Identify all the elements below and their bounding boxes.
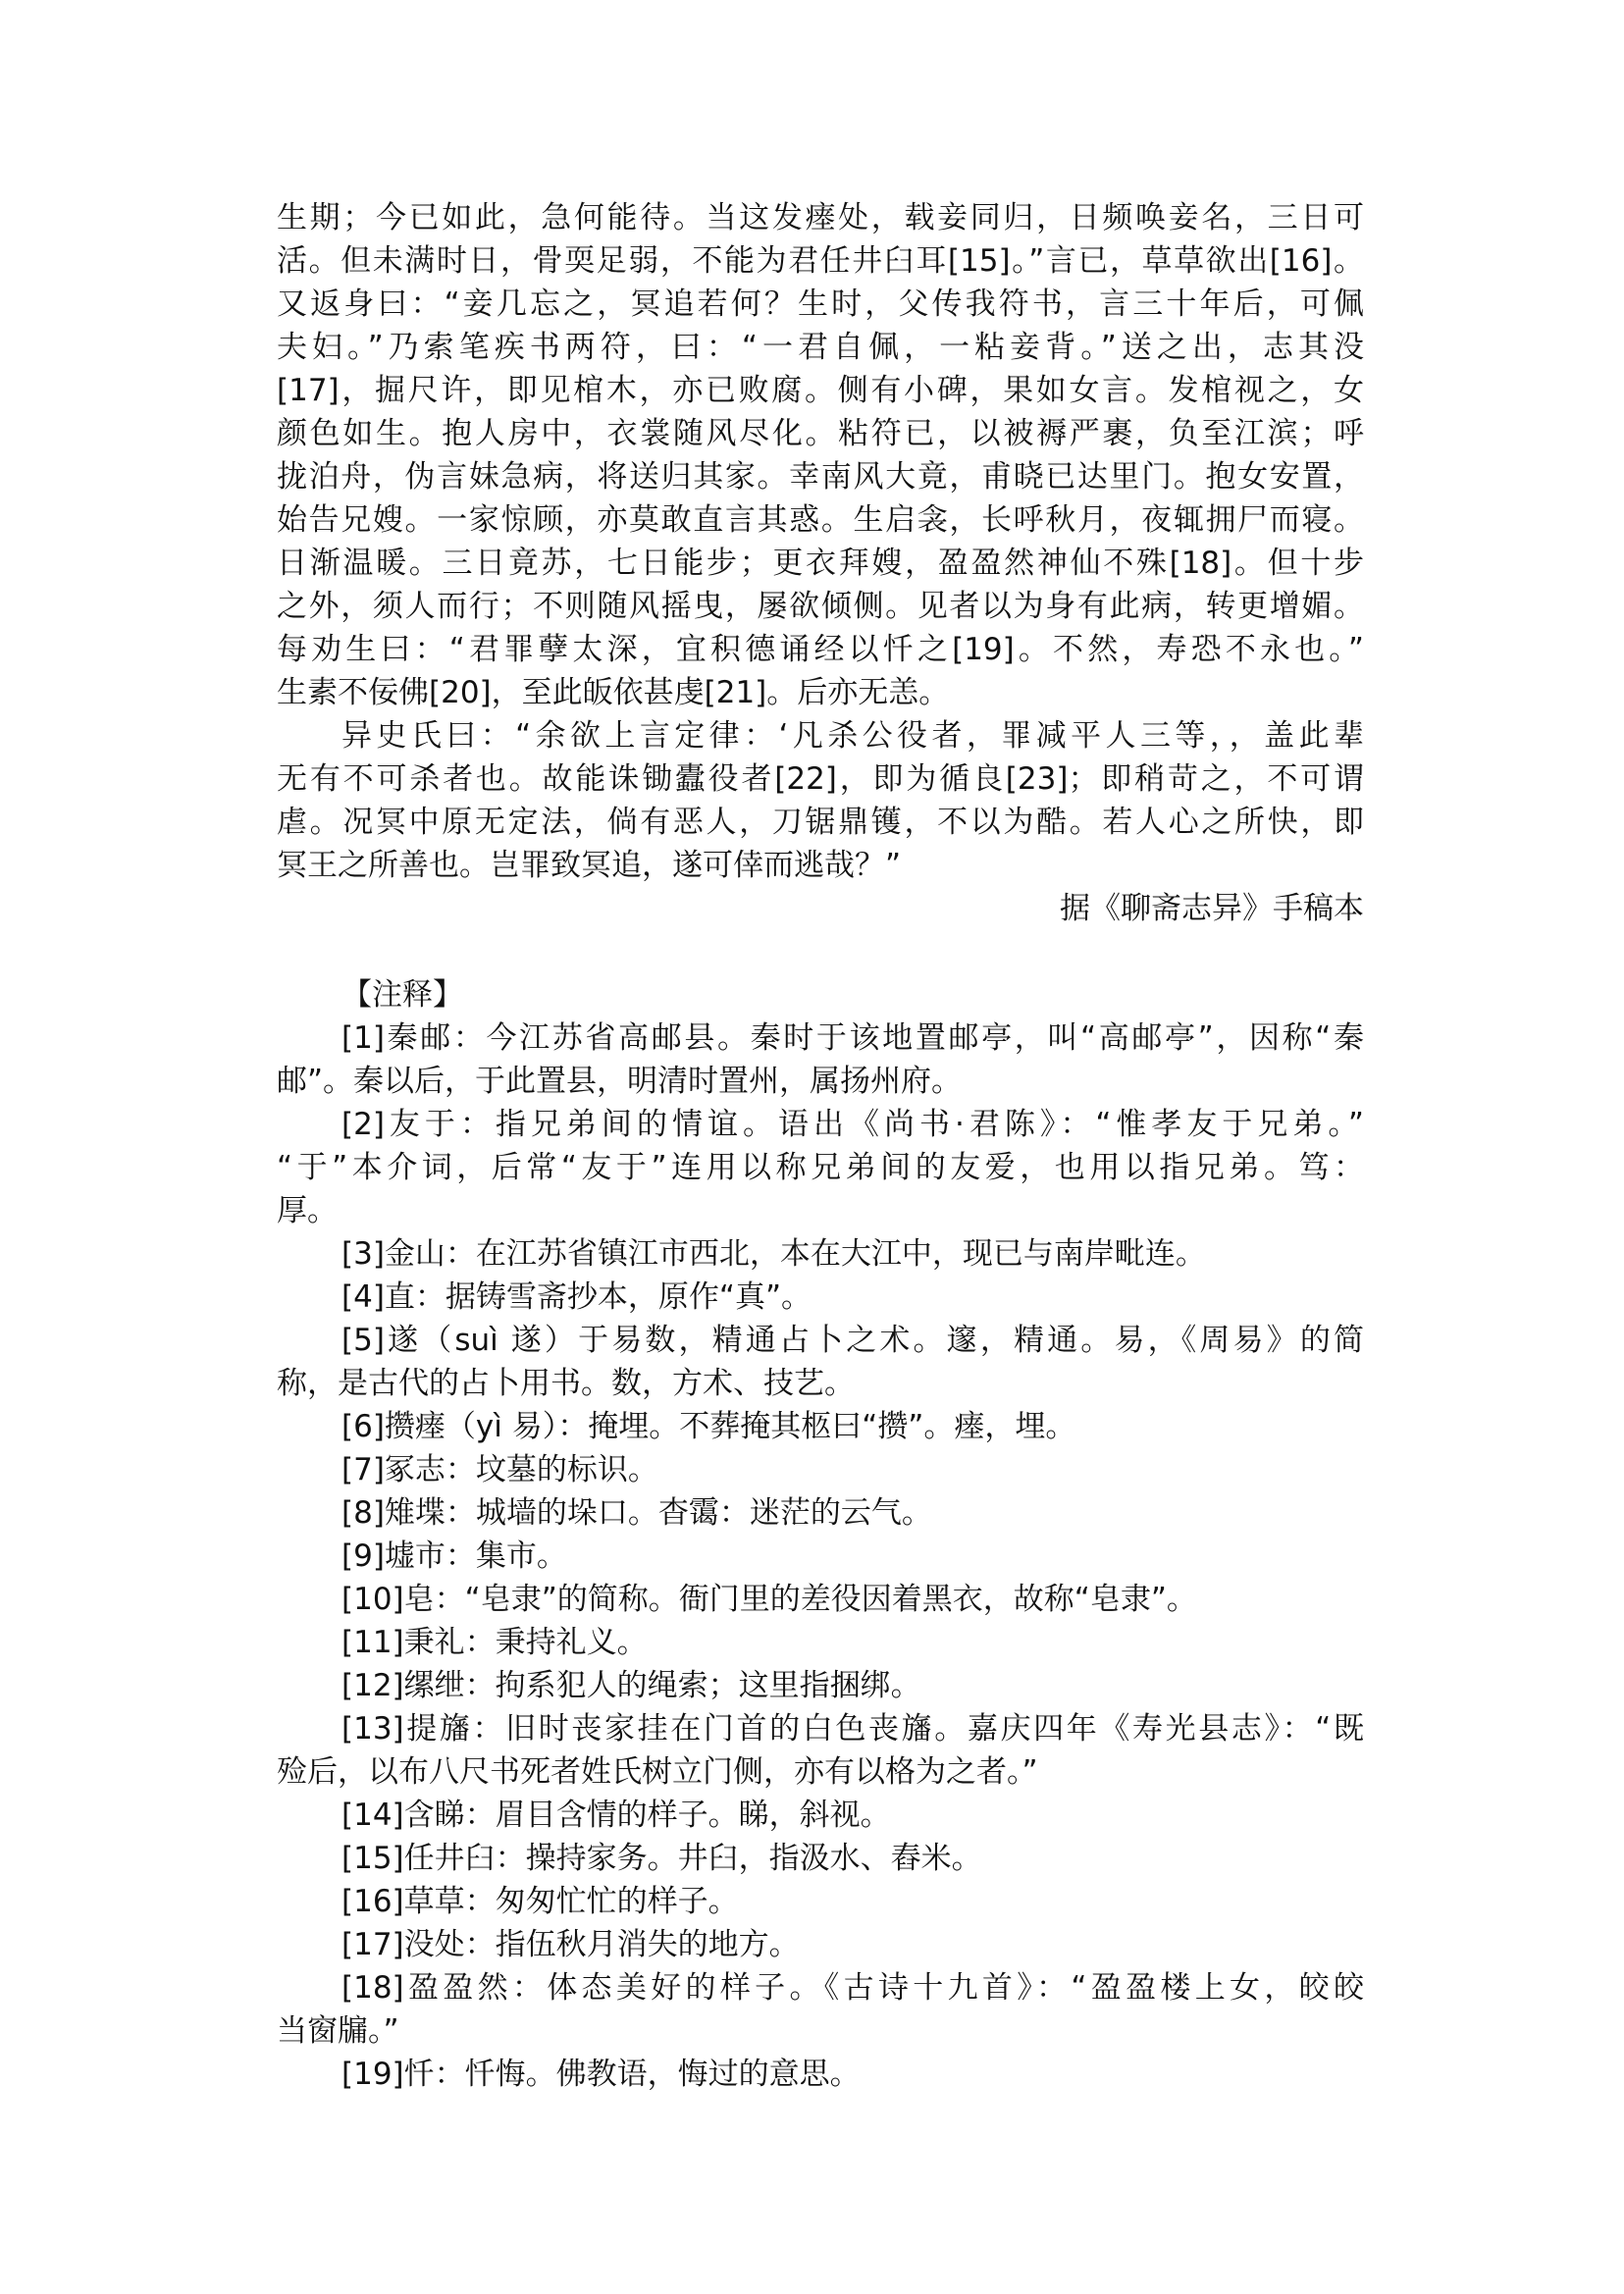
note-line: [4]直：据铸雪斋抄本，原作“真”。 (341, 1279, 812, 1315)
text-line: 生素不佞佛[20]，至此皈依甚虔[21]。后亦无恙。 (277, 675, 950, 710)
note-line: [19]忏：忏悔。佛教语，悔过的意思。 (341, 2057, 861, 2092)
note-line: 厚。 (277, 1193, 338, 1228)
notes-section (277, 973, 1364, 2096)
text-line: 拢泊舟，伪言妹急病，将送归其家。幸南风大竟，甫晓已达里门。抱女安置， (277, 459, 1364, 495)
text-line: 之外，须人而行；不则随风摇曳，屡欲倾侧。见者以为身有此病，转更增媚。 (277, 589, 1364, 624)
note-line: [8]雉堞：城墙的垛口。杳霭：迷茫的云气。 (341, 1495, 932, 1531)
text-line: [17]，掘尺许，即见棺木，亦已败腐。侧有小碑，果如女言。发棺视之，女 (277, 373, 1364, 408)
note-line: [10]皂：“皂隶”的简称。衙门里的差役因着黑衣，故称“皂隶”。 (341, 1582, 1197, 1617)
commentary-line: 虐。况冥中原无定法，倘有恶人，刀锯鼎镬，不以为酷。若人心之所快，即 (277, 805, 1364, 840)
commentary (277, 714, 1364, 887)
note-line: [1]秦邮：今江苏省高邮县。秦时于该地置邮亭，叫“高邮亭”，因称“秦 (341, 1020, 1364, 1056)
text-line: 生期；今已如此，急何能待。当这发瘗处，载妾同归，日频唤妾名，三日可 (277, 200, 1364, 235)
source-note: 据《聊斋志异》手稿本 (1060, 891, 1364, 926)
note-line: 殓后，以布八尺书死者姓氏树立门侧，亦有以格为之者。” (277, 1754, 1038, 1790)
section-gap (277, 930, 1364, 973)
note-line: [15]任井臼：操持家务。井臼，指汲水、舂米。 (341, 1841, 982, 1876)
note-line: [7]冢志：坟墓的标识。 (341, 1452, 658, 1487)
text-line: 每劝生曰：“君罪孽太深，宜积德诵经以忏之[19]。不然，寿恐不永也。” (277, 632, 1364, 667)
note-line: 当窗牖。” (277, 2013, 399, 2049)
commentary-line: 无有不可杀者也。故能诛锄蠹役者[22]，即为循良[23]；即稍苛之，不可谓 (277, 761, 1364, 797)
note-line: [6]攒瘗（yì 易）：掩埋。不葬掩其柩曰“攒”。瘗，埋。 (341, 1409, 1076, 1444)
commentary-line: 冥王之所善也。岂罪致冥追，遂可倖而逃哉？” (277, 848, 902, 883)
note-line: [2]友于：指兄弟间的情谊。语出《尚书·君陈》：“惟孝友于兄弟。” (341, 1107, 1364, 1142)
note-line: 邮”。秦以后，于此置县，明清时置州，属扬州府。 (277, 1064, 963, 1099)
notes-list (277, 1017, 1364, 2096)
note-line: [11]秉礼：秉持礼义。 (341, 1625, 648, 1660)
note-line: [14]含睇：眉目含情的样子。睇，斜视。 (341, 1798, 891, 1833)
note-line: [9]墟市：集市。 (341, 1538, 567, 1574)
document-page (277, 196, 1364, 2096)
note-line: [3]金山：在江苏省镇江市西北，本在大江中，现已与南岸毗连。 (341, 1236, 1206, 1272)
text-line: 夫妇。”乃索笔疾书两符，曰：“一君自佩，一粘妾背。”送之出，志其没 (277, 330, 1364, 365)
text-line: 又返身曰：“妾几忘之，冥追若何？生时，父传我符书，言三十年后，可佩 (277, 287, 1364, 322)
main-text (277, 196, 1364, 714)
note-line: “于”本介词，后常“友于”连用以称兄弟间的友爱，也用以指兄弟。笃： (277, 1150, 1364, 1185)
note-line: [12]缧绁：拘系犯人的绳索；这里指捆绑。 (341, 1668, 921, 1703)
note-line: [17]没处：指伍秋月消失的地方。 (341, 1927, 800, 1962)
text-line: 始告兄嫂。一家惊顾，亦莫敢直言其惑。生启衾，长呼秋月，夜辄拥尸而寝。 (277, 502, 1364, 538)
note-line: [13]提旛：旧时丧家挂在门首的白色丧旛。嘉庆四年《寿光县志》：“既 (341, 1711, 1364, 1747)
note-line: 称，是古代的占卜用书。数，方术、技艺。 (277, 1366, 855, 1401)
commentary-line: 异史氏曰：“余欲上言定律：‘凡杀公役者，罪减平人三等，，盖此辈 (341, 718, 1364, 754)
text-line: 颜色如生。抱人房中，衣裳随风尽化。粘符已，以被褥严裹，负至江滨；呼 (277, 416, 1364, 451)
text-line: 活。但未满时日，骨耎足弱，不能为君任井臼耳[15]。”言已，草草欲出[16]。 (277, 243, 1364, 279)
note-line: [18]盈盈然：体态美好的样子。《古诗十九首》：“盈盈楼上女，皎皎 (341, 1970, 1364, 2006)
notes-heading: 【注释】 (341, 977, 463, 1013)
note-line: [5]遂（suì 遂）于易数，精通占卜之术。邃，精通。易，《周易》的简 (341, 1323, 1364, 1358)
text-line: 日渐温暖。三日竟苏，七日能步；更衣拜嫂，盈盈然神仙不殊[18]。但十步 (277, 546, 1364, 581)
note-line: [16]草草：匆匆忙忙的样子。 (341, 1884, 739, 1919)
